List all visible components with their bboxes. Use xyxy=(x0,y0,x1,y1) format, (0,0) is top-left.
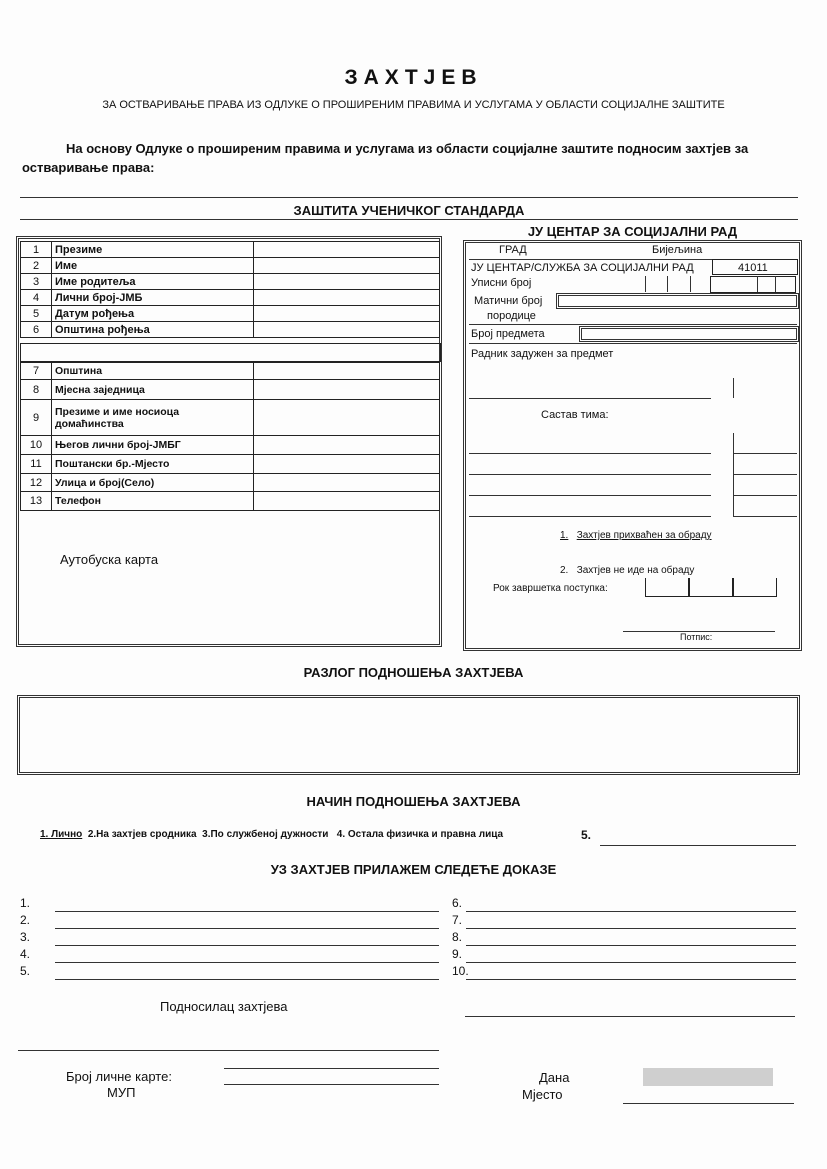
applicant-table-a xyxy=(20,241,440,338)
service-label: ЈУ ЦЕНТАР/СЛУЖБА ЗА СОЦИЈАЛНИ РАД xyxy=(471,262,694,274)
bus-card-label: Аутобуска карта xyxy=(60,552,159,567)
team-line xyxy=(469,495,711,496)
row-number: 1 xyxy=(21,242,52,258)
row-value-field[interactable] xyxy=(254,322,440,338)
row-label: Датум рођења xyxy=(52,306,254,322)
worker-label: Радник задужен за предмет xyxy=(471,348,614,360)
row-value-field[interactable] xyxy=(254,258,440,274)
row-number: 9 xyxy=(21,400,52,436)
city-value: Бијељина xyxy=(652,244,703,256)
method-options xyxy=(40,829,503,840)
applicant-table-b xyxy=(20,362,440,511)
evidence-number: 10. xyxy=(452,964,469,978)
row-value-field[interactable] xyxy=(254,455,440,474)
row-value-field[interactable] xyxy=(254,492,440,511)
divider xyxy=(469,343,797,344)
row-label: Телефон xyxy=(52,492,254,511)
row-value-field[interactable] xyxy=(254,436,440,455)
evidence-line[interactable] xyxy=(466,979,796,980)
intro-text: На основу Одлуке о проширеним правима и услугама из области социјалне заштите подносим захтјев за остваривање права: xyxy=(22,141,749,175)
row-value-field[interactable] xyxy=(254,274,440,290)
row-value-field[interactable] xyxy=(254,474,440,492)
team-label: Састав тима: xyxy=(541,409,609,421)
case-label: Број предмета xyxy=(471,328,545,340)
registry-number-boxes[interactable] xyxy=(645,276,795,292)
document-subtitle: ЗА ОСТВАРИВАЊЕ ПРАВА ИЗ ОДЛУКЕ О ПРОШИРЕНИМ ПРАВИМА И УСЛУГАМА У ОБЛАСТИ СОЦИЈАЛНЕ ЗАШТИТЕ xyxy=(102,99,725,111)
row-number: 4 xyxy=(21,290,52,306)
method-option-other[interactable]: 4. Остала физичка и правна лица xyxy=(336,829,504,840)
row-number: 2 xyxy=(21,258,52,274)
id-card-line[interactable] xyxy=(224,1068,439,1069)
row-number: 11 xyxy=(21,455,52,474)
row-value-field[interactable] xyxy=(254,306,440,322)
row-number: 13 xyxy=(21,492,52,511)
row-value-field[interactable] xyxy=(254,363,440,380)
method-option-5-line[interactable] xyxy=(600,845,796,846)
family-number-field[interactable] xyxy=(556,293,799,309)
row-value-field[interactable] xyxy=(254,400,440,436)
case-number-field[interactable] xyxy=(579,326,799,342)
deadline-label: Рок завршетка поступка: xyxy=(493,583,608,594)
option-rejected-number: 2. xyxy=(560,565,569,576)
evidence-number: 6. xyxy=(452,896,463,910)
evidence-line[interactable] xyxy=(55,911,439,912)
city-label: ГРАД xyxy=(499,244,527,256)
method-option-personal[interactable]: 1. Лично xyxy=(40,829,83,840)
row-value-field[interactable] xyxy=(254,380,440,400)
row-label: Презиме xyxy=(52,242,254,258)
row-label: Мјесна заједница xyxy=(52,380,254,400)
row-number: 7 xyxy=(21,363,52,380)
row-label: Општина рођења xyxy=(52,322,254,338)
applicant-row xyxy=(21,400,440,436)
evidence-line[interactable] xyxy=(55,962,439,963)
center-title: ЈУ ЦЕНТАР ЗА СОЦИЈАЛНИ РАД xyxy=(527,224,738,239)
date-label: Дана xyxy=(539,1070,570,1085)
applicant-row xyxy=(21,363,440,380)
team-line xyxy=(469,516,711,517)
evidence-line[interactable] xyxy=(55,928,439,929)
row-number: 3 xyxy=(21,274,52,290)
row-label: Поштански бр.-Мјесто xyxy=(52,455,254,474)
team-line xyxy=(469,453,711,454)
evidence-line[interactable] xyxy=(466,911,796,912)
team-line xyxy=(733,495,797,496)
row-label: Презиме и име носиоца домаћинства xyxy=(52,400,254,436)
separator-row xyxy=(20,343,441,362)
place-line[interactable] xyxy=(623,1103,794,1104)
divider xyxy=(20,197,798,198)
family-label-1: Матични број xyxy=(474,295,543,307)
evidence-line[interactable] xyxy=(466,945,796,946)
document-title: ЗАХТЈЕВ xyxy=(344,66,483,89)
divider xyxy=(733,378,734,398)
divider xyxy=(20,219,798,220)
option-accepted-label: Захтјев прихваћен за обраду xyxy=(576,530,712,541)
divider xyxy=(733,433,734,516)
row-number: 12 xyxy=(21,474,52,492)
row-value-field[interactable] xyxy=(254,242,440,258)
divider xyxy=(469,324,797,325)
row-label: Улица и број(Село) xyxy=(52,474,254,492)
family-label-2: породице xyxy=(487,310,536,322)
method-title: НАЧИН ПОДНОШЕЊА ЗАХТЈЕВА xyxy=(306,794,521,809)
applicant-row xyxy=(21,436,440,455)
row-value-field[interactable] xyxy=(254,290,440,306)
applicant-row xyxy=(21,474,440,492)
team-line xyxy=(733,453,797,454)
place-label: Мјесто xyxy=(522,1087,563,1102)
applicant-row xyxy=(21,242,440,258)
evidence-number: 4. xyxy=(20,947,31,961)
applicant-row xyxy=(21,455,440,474)
evidence-number: 2. xyxy=(20,913,31,927)
mup-label: МУП xyxy=(107,1085,136,1100)
option-accepted[interactable] xyxy=(560,530,712,541)
deadline-field[interactable] xyxy=(645,578,777,597)
applicant-row xyxy=(21,306,440,322)
applicant-signature-line[interactable] xyxy=(465,1016,795,1017)
registry-label: Уписни број xyxy=(471,277,532,289)
method-option-5: 5. xyxy=(581,828,592,842)
row-label: Име родитеља xyxy=(52,274,254,290)
applicant-row xyxy=(21,258,440,274)
option-rejected-label: Захтјев не иде на обраду xyxy=(576,565,695,576)
applicant-row xyxy=(21,322,440,338)
evidence-number: 9. xyxy=(452,947,463,961)
method-option-official[interactable]: 3.По службеној дужности xyxy=(202,829,329,840)
row-label: Лични број-ЈМБ xyxy=(52,290,254,306)
row-number: 8 xyxy=(21,380,52,400)
option-rejected[interactable] xyxy=(560,565,694,576)
applicant-name-line[interactable] xyxy=(18,1050,439,1051)
row-label: Општина xyxy=(52,363,254,380)
mup-line[interactable] xyxy=(224,1084,439,1085)
evidence-line[interactable] xyxy=(55,945,439,946)
evidence-number: 5. xyxy=(20,964,31,978)
row-number: 5 xyxy=(21,306,52,322)
evidence-number: 3. xyxy=(20,930,31,944)
evidence-title: УЗ ЗАХТЈЕВ ПРИЛАЖЕМ СЛЕДЕЋЕ ДОКАЗЕ xyxy=(270,862,557,877)
section-title: ЗАШТИТА УЧЕНИЧКОГ СТАНДАРДА xyxy=(293,203,525,218)
id-card-label: Број личне карте: xyxy=(66,1069,172,1084)
evidence-number: 1. xyxy=(20,896,31,910)
evidence-line[interactable] xyxy=(466,928,796,929)
reason-field[interactable] xyxy=(17,695,800,775)
row-label: Његов лични број-ЈМБГ xyxy=(52,436,254,455)
evidence-number: 8. xyxy=(452,930,463,944)
worker-line xyxy=(469,398,711,399)
row-number: 10 xyxy=(21,436,52,455)
evidence-line[interactable] xyxy=(55,979,439,980)
applicant-row xyxy=(21,274,440,290)
evidence-line[interactable] xyxy=(466,962,796,963)
method-option-relative[interactable]: 2.На захтјев сродника xyxy=(87,829,197,840)
applicant-row xyxy=(21,492,440,511)
team-line xyxy=(733,474,797,475)
row-label: Име xyxy=(52,258,254,274)
applicant-row xyxy=(21,380,440,400)
evidence-number: 7. xyxy=(452,913,463,927)
option-accepted-number: 1. xyxy=(560,530,569,541)
team-line xyxy=(469,474,711,475)
signature-label: Потпис: xyxy=(680,632,713,642)
applicant-row xyxy=(21,290,440,306)
service-code: 41011 xyxy=(738,262,768,274)
date-field[interactable] xyxy=(643,1068,773,1086)
applicant-label: Подносилац захтјева xyxy=(160,999,288,1014)
reason-title: РАЗЛОГ ПОДНОШЕЊА ЗАХТЈЕВА xyxy=(303,665,524,680)
team-line xyxy=(733,516,797,517)
row-number: 6 xyxy=(21,322,52,338)
